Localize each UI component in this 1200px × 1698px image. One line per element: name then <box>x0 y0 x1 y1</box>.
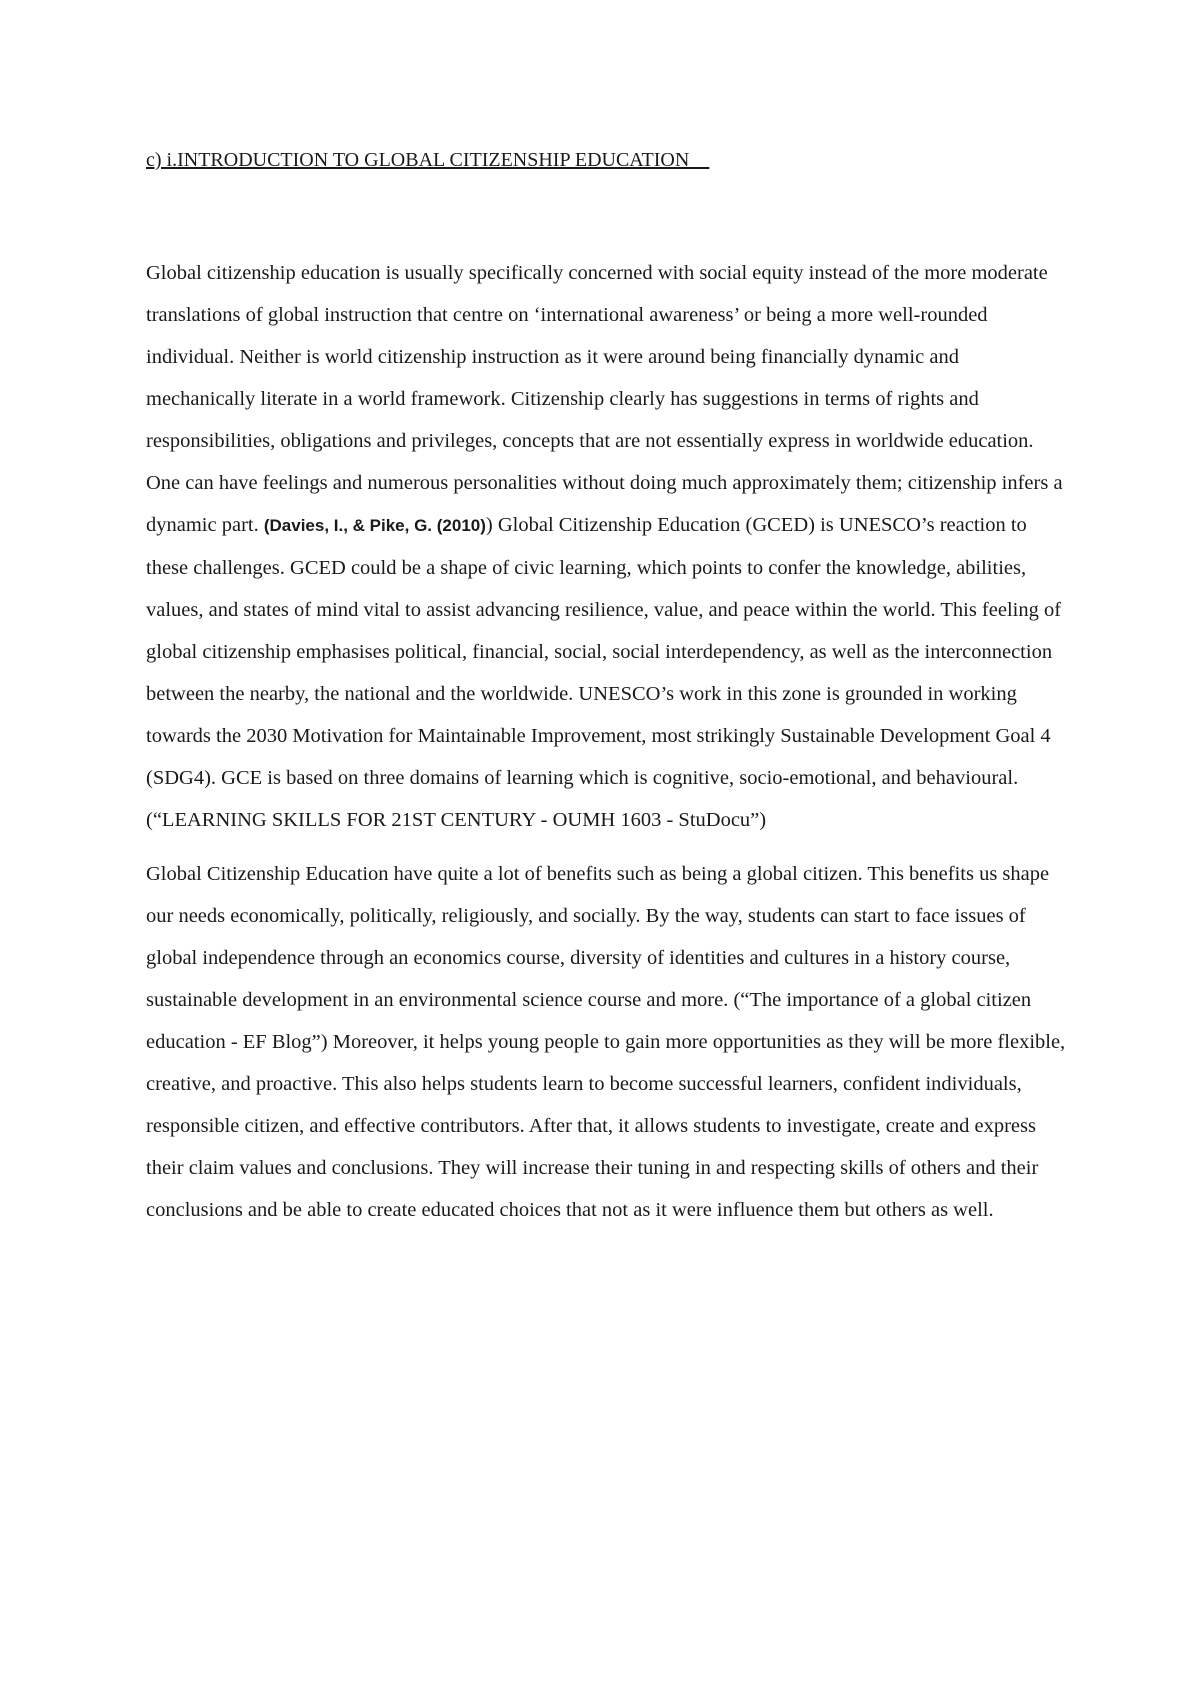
paragraph-benefits: Global Citizenship Education have quite a lot of benefits such as being a global citizen. This benefits us shape our needs economically, politically, religiously, and socially. By the way, students can start to face issues of global independence through an economics course, diversity of identities and cultures in a history course, sustainable development in an environmental science course and more. (“The importance of a global citizen education - EF Blog”) Moreover, it helps young people to gain more opportunities as they will be more flexible, creative, and proactive. This also helps students learn to become successful learners, confident individuals, responsible citizen, and effective contributors. After that, it allows students to investigate, create and express their claim values and conclusions. They will increase their tuning in and respecting skills of others and their conclusions and be able to create educated choices that not as it were influence them but others as well. <box>146 863 1066 1221</box>
section-heading: c) i.INTRODUCTION TO GLOBAL CITIZENSHIP EDUCATION <box>146 149 710 171</box>
document-body <box>146 145 1066 1231</box>
paragraph-intro <box>146 252 1066 841</box>
paragraph-intro-text-start: Global citizenship education is usually specifically concerned with social equity instead of the more moderate translations of global instruction that centre on ‘international awareness’ or being a more well-rounded individual. Neither is world citizenship instruction as it were around being financially dynamic and mechanically literate in a world framework. Citizenship clearly has suggestions in terms of rights and responsibilities, obligations and privileges, concepts that are not essentially express in worldwide education. One can have feelings and numerous personalities without doing much approximately them; citizenship infers a dynamic part. <box>146 262 1063 536</box>
paragraph-intro-text-end: ) Global Citizenship Education (GCED) is UNESCO’s reaction to these challenges. GCED could be a shape of civic learning, which points to confer the knowledge, abilities, values, and states of mind vital to assist advancing resilience, value, and peace within the world. This feeling of global citizenship emphasises political, financial, social, social interdependency, as well as the interconnection between the nearby, the national and the worldwide. UNESCO’s work in this zone is grounded in working towards the 2030 Motivation for Maintainable Improvement, most strikingly Sustainable Development Goal 4 (SDG4). GCE is based on three domains of learning which is cognitive, socio-emotional, and behavioural. (“LEARNING SKILLS FOR 21ST CENTURY - OUMH 1603 - StuDocu”) <box>146 514 1062 831</box>
citation-davies-pike: (Davies, I., & Pike, G. (2010) <box>263 516 486 535</box>
